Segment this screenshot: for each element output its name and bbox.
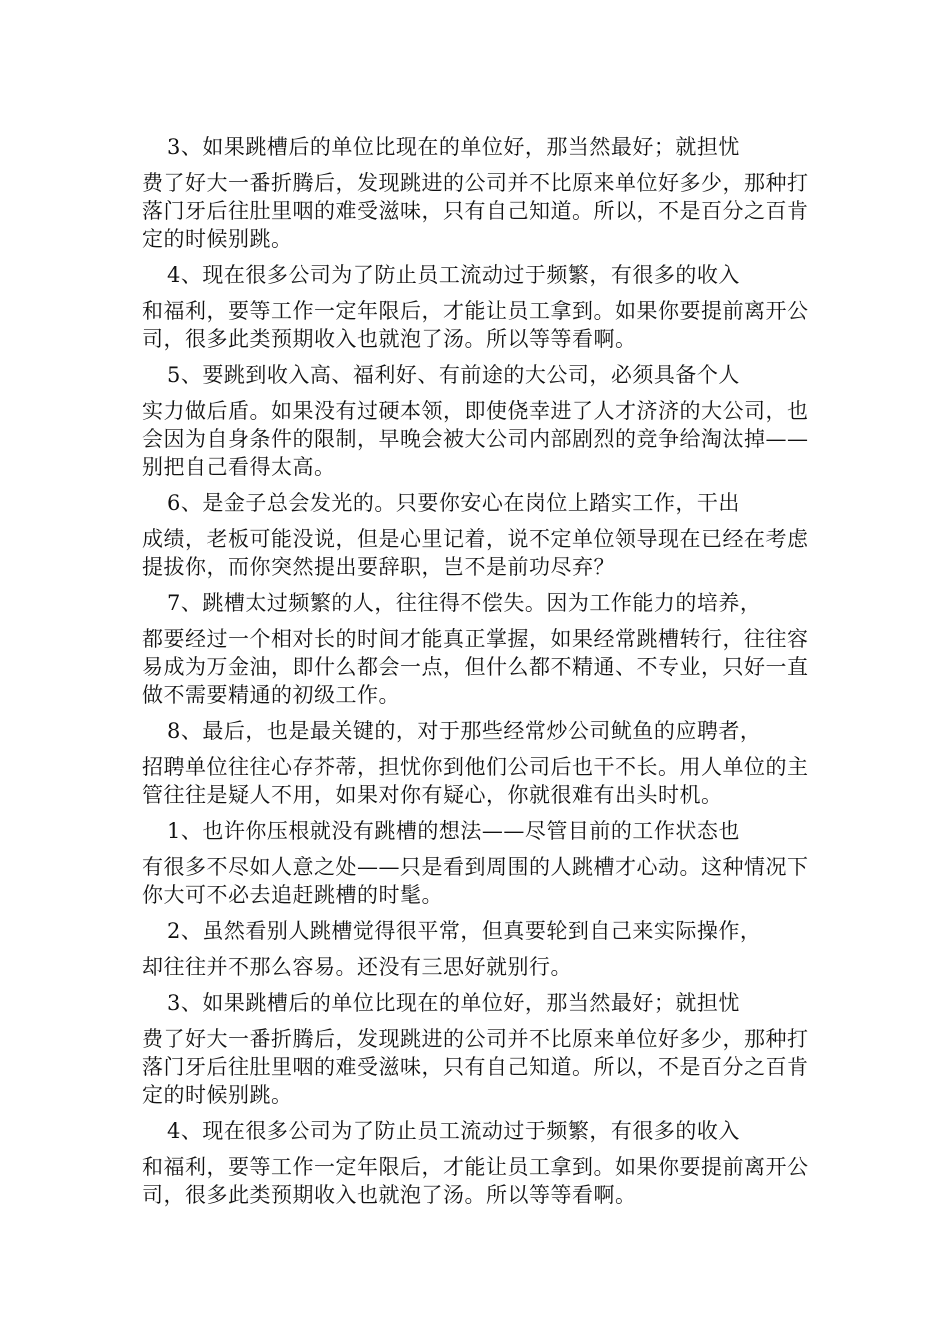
paragraph-first-line: 1、也许你压根就没有跳槽的想法——尽管目前的工作状态也 [167, 819, 740, 843]
paragraph-1 [142, 814, 810, 909]
paragraph-first-line: 4、现在很多公司为了防止员工流动过于频繁，有很多的收入 [167, 263, 740, 287]
paragraph-body: 费了好大一番折腾后，发现跳进的公司并不比原来单位好多少，那种打落门牙后往肚里咽的难受滋味，只有自己知道。所以，不是百分之百肯定的时候别跳。 [142, 1027, 809, 1107]
paragraph-4-repeat [142, 1114, 810, 1209]
paragraph-first-line: 3、如果跳槽后的单位比现在的单位好，那当然最好；就担忧 [167, 991, 740, 1015]
paragraph-first-line: 4、现在很多公司为了防止员工流动过于频繁，有很多的收入 [167, 1119, 740, 1143]
paragraph-first-line: 7、跳槽太过频繁的人，往往得不偿失。因为工作能力的培养， [167, 591, 762, 615]
paragraph-body: 招聘单位往往心存芥蒂，担忧你到他们公司后也干不长。用人单位的主管往往是疑人不用，如果对你有疑心，你就很难有出头时机。 [142, 755, 809, 807]
paragraph-7 [142, 586, 810, 709]
paragraph-3-repeat [142, 986, 810, 1109]
paragraph-8 [142, 714, 810, 809]
paragraph-body: 都要经过一个相对长的时间才能真正掌握，如果经常跳槽转行，往往容易成为万金油，即什么都会一点，但什么都不精通、不专业，只好一直做不需要精通的初级工作。 [142, 627, 809, 707]
paragraph-4 [142, 258, 810, 353]
paragraph-first-line: 8、最后，也是最关键的，对于那些经常炒公司鱿鱼的应聘者， [167, 719, 762, 743]
paragraph-body: 实力做后盾。如果没有过硬本领，即使侥幸进了人才济济的大公司，也会因为自身条件的限制，早晚会被大公司内部剧烈的竞争给淘汰掉——别把自己看得太高。 [142, 399, 809, 479]
paragraph-body: 成绩，老板可能没说，但是心里记着，说不定单位领导现在已经在考虑提拔你，而你突然提出要辞职，岂不是前功尽弃？ [142, 527, 809, 579]
paragraph-3 [142, 130, 810, 253]
paragraph-first-line: 2、虽然看别人跳槽觉得很平常，但真要轮到自己来实际操作， [167, 919, 762, 943]
paragraph-body: 费了好大一番折腾后，发现跳进的公司并不比原来单位好多少，那种打落门牙后往肚里咽的难受滋味，只有自己知道。所以，不是百分之百肯定的时候别跳。 [142, 171, 809, 251]
paragraph-6 [142, 486, 810, 581]
paragraph-2 [142, 914, 810, 981]
paragraph-body: 和福利，要等工作一定年限后，才能让员工拿到。如果你要提前离开公司，很多此类预期收入也就泡了汤。所以等等看啊。 [142, 1155, 809, 1207]
paragraph-first-line: 5、要跳到收入高、福利好、有前途的大公司，必须具备个人 [167, 363, 740, 387]
paragraph-first-line: 6、是金子总会发光的。只要你安心在岗位上踏实工作，干出 [167, 491, 740, 515]
paragraph-body: 却往往并不那么容易。还没有三思好就别行。 [142, 955, 572, 979]
paragraph-first-line: 3、如果跳槽后的单位比现在的单位好，那当然最好；就担忧 [167, 135, 740, 159]
paragraph-5 [142, 358, 810, 481]
paragraph-body: 有很多不尽如人意之处——只是看到周围的人跳槽才心动。这种情况下你大可不必去追赶跳槽的时髦。 [142, 855, 809, 907]
document-body [142, 130, 810, 1214]
paragraph-body: 和福利，要等工作一定年限后，才能让员工拿到。如果你要提前离开公司，很多此类预期收入也就泡了汤。所以等等看啊。 [142, 299, 809, 351]
